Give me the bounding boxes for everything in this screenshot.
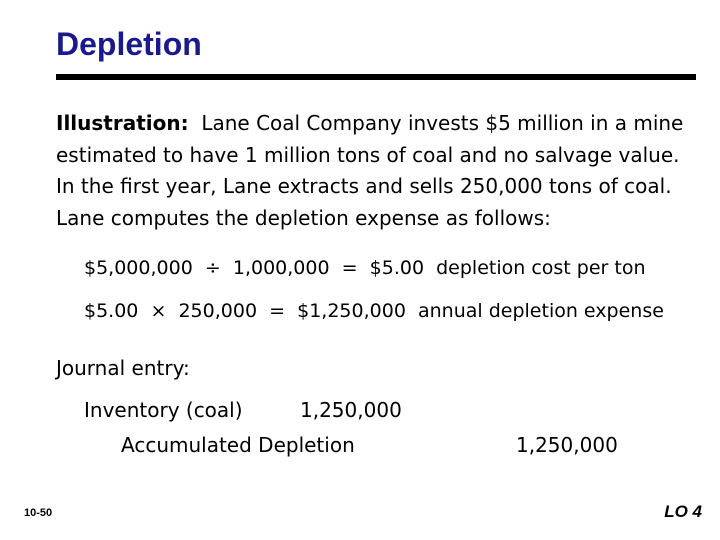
- journal-entry-label: Journal entry:: [56, 356, 190, 380]
- journal-credit-account: Accumulated Depletion: [121, 433, 355, 457]
- illustration-label: Illustration:: [56, 111, 189, 135]
- page-number: 10-50: [24, 507, 53, 519]
- illustration-text: Lane Coal Company invests $5 million in a mine estimated to have 1 million tons of coal and no salvage value. In the first year, Lane extracts and sells 250,000 tons of coal. Lane computes the depletion expense as follows:: [56, 111, 684, 230]
- depletion-rate-calculation: $5,000,000 ÷ 1,000,000 = $5.00 depletion cost per ton: [84, 257, 646, 279]
- annual-depletion-calculation: $5.00 × 250,000 = $1,250,000 annual depletion expense: [84, 300, 664, 322]
- learning-objective-badge: LO 4: [664, 502, 702, 521]
- journal-debit-amount: 1,250,000: [300, 398, 402, 422]
- journal-credit-amount: 1,250,000: [516, 433, 618, 457]
- journal-debit-account: Inventory (coal): [84, 398, 243, 422]
- illustration-paragraph: [56, 108, 696, 234]
- title-underline-rule: [56, 74, 696, 80]
- slide-title: Depletion: [56, 26, 202, 62]
